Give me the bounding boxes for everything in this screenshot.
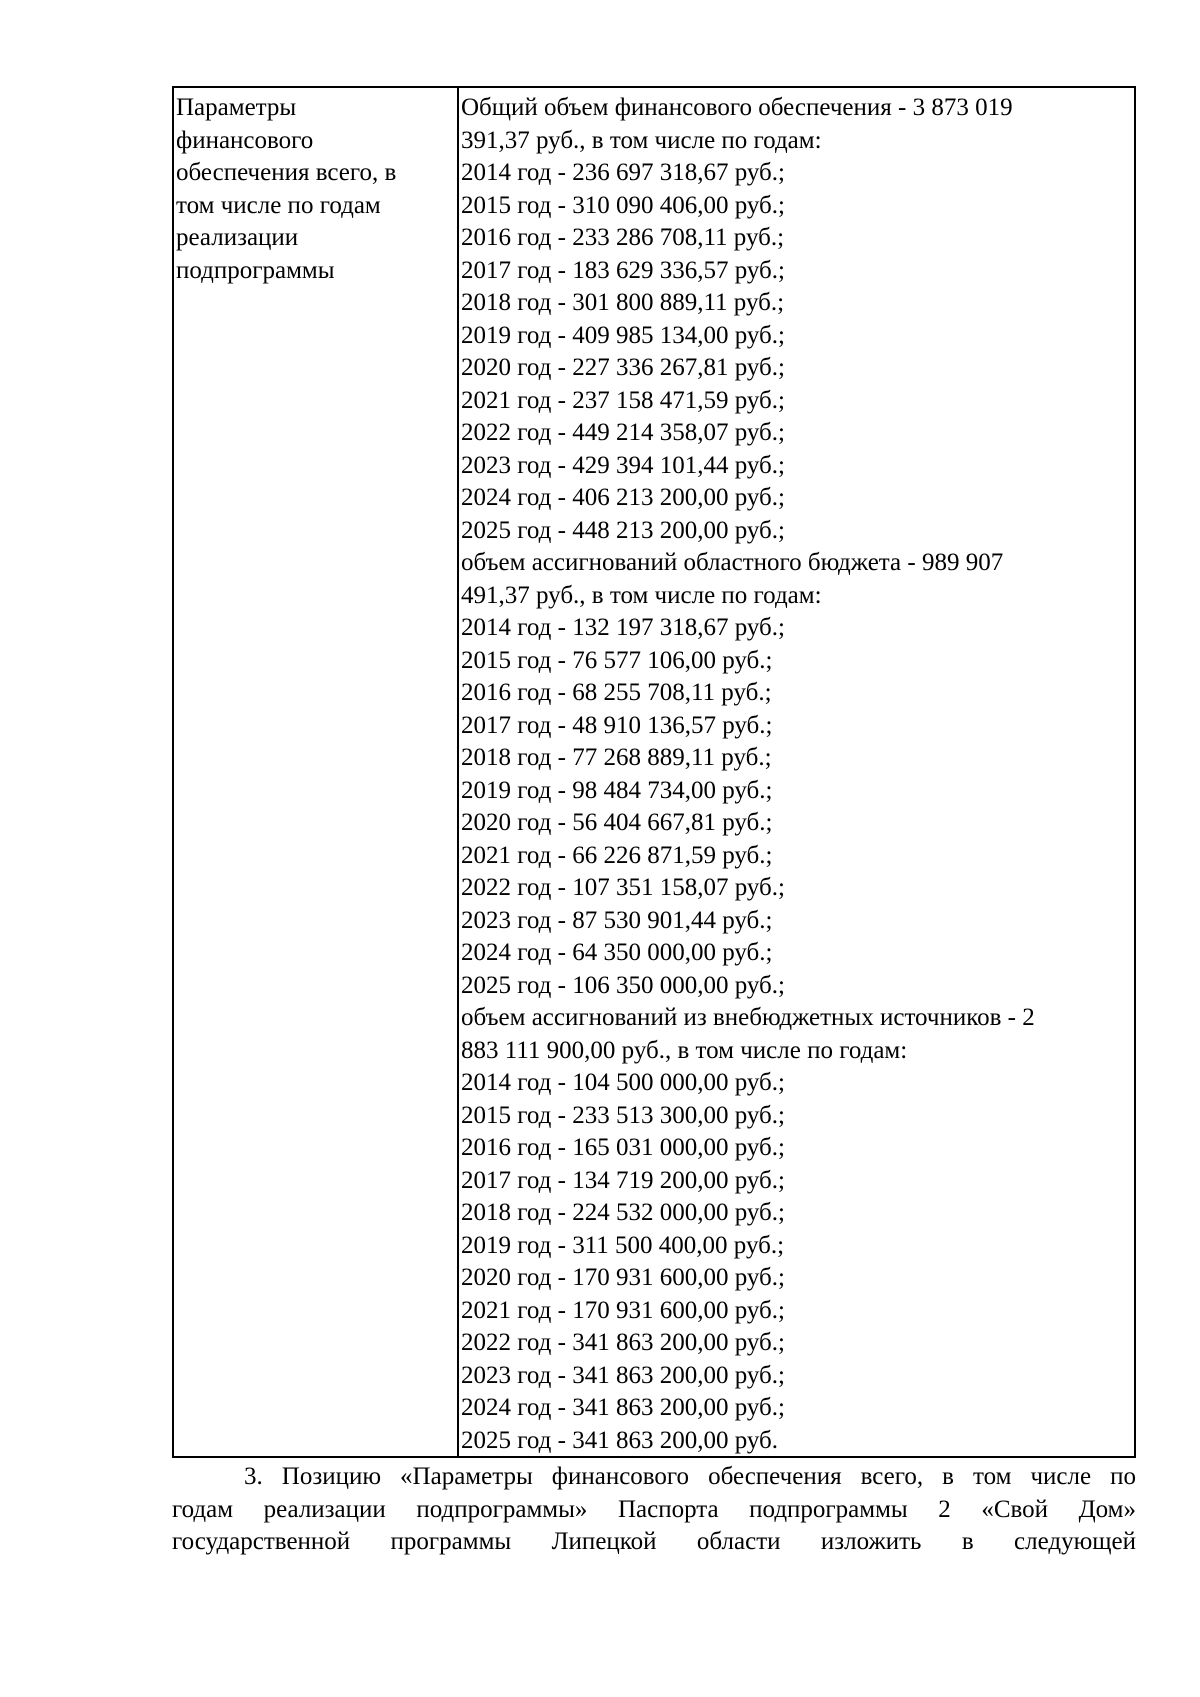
financing-value-line: 2019 год - 409 985 134,00 руб.; — [461, 321, 785, 349]
financing-value-line: 491,37 руб., в том числе по годам: — [461, 581, 822, 609]
financing-value-line: Общий объем финансового обеспечения - 3 873 019 — [461, 94, 1013, 121]
financing-value-line: 2014 год - 104 500 000,00 руб.; — [461, 1069, 785, 1096]
parameter-name-cell — [176, 92, 451, 287]
financing-value-line: 2017 год - 183 629 336,57 руб.; — [461, 256, 785, 284]
financing-value-line: 2017 год - 134 719 200,00 руб.; — [461, 1166, 785, 1194]
financing-value-line: 2023 год - 341 863 200,00 руб.; — [461, 1361, 785, 1389]
paragraph-line: государственной программы Липецкой области изложить в следующей — [172, 1528, 1136, 1555]
financing-value-line: объем ассигнований областного бюджета - 989 907 — [461, 549, 1004, 576]
financing-value-line: 2016 год - 68 255 708,11 руб.; — [461, 679, 772, 706]
financing-value-line: 2015 год - 76 577 106,00 руб.; — [461, 646, 773, 674]
financing-value-line: 2025 год - 106 350 000,00 руб.; — [461, 971, 785, 999]
financing-value-line: 2022 год - 449 214 358,07 руб.; — [461, 419, 785, 446]
financing-value-line: 2025 год - 341 863 200,00 руб. — [461, 1426, 779, 1454]
financing-value-line: 2024 год - 64 350 000,00 руб.; — [461, 939, 773, 966]
financing-value-line: 2021 год - 237 158 471,59 руб.; — [461, 386, 785, 414]
financing-value-line: 2018 год - 224 532 000,00 руб.; — [461, 1199, 785, 1226]
financing-value-line: 2025 год - 448 213 200,00 руб.; — [461, 516, 785, 544]
column-divider — [457, 88, 459, 1456]
amendment-paragraph — [172, 1461, 1136, 1559]
financing-value-line: 2017 год - 48 910 136,57 руб.; — [461, 711, 773, 739]
financing-value-line: 2021 год - 66 226 871,59 руб.; — [461, 841, 773, 869]
parameter-value-cell — [461, 92, 1133, 1457]
financing-value-line: 2014 год - 236 697 318,67 руб.; — [461, 159, 785, 186]
parameter-name-line: финансового — [176, 126, 314, 154]
financing-value-line: 2022 год - 341 863 200,00 руб.; — [461, 1329, 785, 1356]
paragraph-line: годам реализации подпрограммы» Паспорта подпрограммы 2 «Свой Дом» — [172, 1495, 1136, 1523]
parameter-name-line: подпрограммы — [176, 256, 335, 284]
financing-value-line: 2019 год - 311 500 400,00 руб.; — [461, 1231, 785, 1259]
financing-value-line: 2024 год - 406 213 200,00 руб.; — [461, 484, 785, 511]
parameter-name-line: реализации — [176, 224, 299, 251]
financing-value-line: 2018 год - 301 800 889,11 руб.; — [461, 289, 785, 316]
financing-value-line: 2015 год - 310 090 406,00 руб.; — [461, 191, 785, 219]
financing-value-line: 2018 год - 77 268 889,11 руб.; — [461, 744, 772, 771]
financing-value-line: объем ассигнований из внебюджетных источников - 2 — [461, 1004, 1035, 1031]
financing-value-line: 2021 год - 170 931 600,00 руб.; — [461, 1296, 785, 1324]
parameter-name-line: том числе по годам — [176, 191, 381, 219]
financing-value-line: 2022 год - 107 351 158,07 руб.; — [461, 874, 785, 901]
financing-parameters-table — [172, 86, 1136, 1458]
financing-value-line: 2024 год - 341 863 200,00 руб.; — [461, 1394, 785, 1421]
financing-value-line: 2019 год - 98 484 734,00 руб.; — [461, 776, 773, 804]
financing-value-line: 2020 год - 56 404 667,81 руб.; — [461, 809, 773, 836]
financing-value-line: 2014 год - 132 197 318,67 руб.; — [461, 614, 785, 641]
financing-value-line: 2015 год - 233 513 300,00 руб.; — [461, 1101, 785, 1129]
paragraph-line: 3. Позицию «Параметры финансового обеспечения всего, в том числе по — [244, 1463, 1136, 1490]
financing-value-line: 2023 год - 87 530 901,44 руб.; — [461, 906, 773, 934]
parameter-name-line: Параметры — [176, 94, 297, 121]
parameter-name-line: обеспечения всего, в — [176, 159, 397, 186]
financing-value-line: 883 111 900,00 руб., в том числе по годам: — [461, 1036, 908, 1064]
financing-value-line: 391,37 руб., в том числе по годам: — [461, 126, 822, 154]
financing-value-line: 2016 год - 165 031 000,00 руб.; — [461, 1134, 785, 1161]
financing-value-line: 2023 год - 429 394 101,44 руб.; — [461, 451, 785, 479]
financing-value-line: 2020 год - 227 336 267,81 руб.; — [461, 354, 785, 381]
financing-value-line: 2016 год - 233 286 708,11 руб.; — [461, 224, 785, 251]
financing-value-line: 2020 год - 170 931 600,00 руб.; — [461, 1264, 785, 1291]
